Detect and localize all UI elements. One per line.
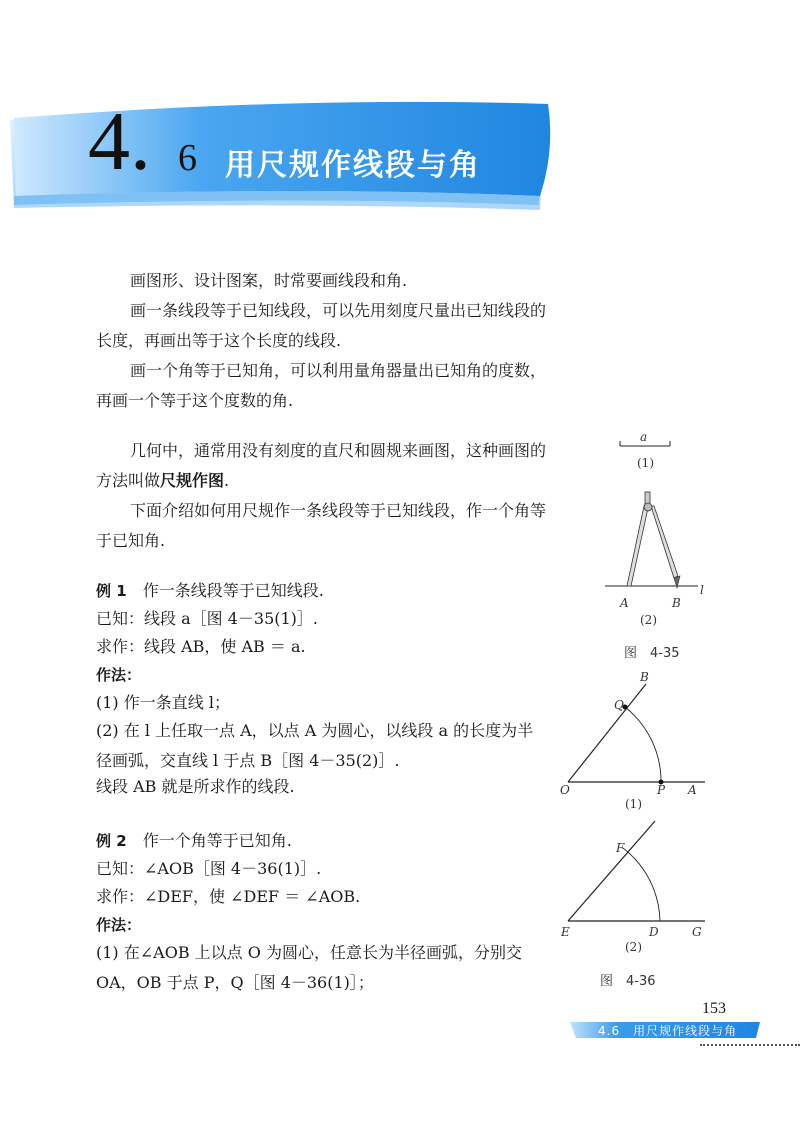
- paragraph-1: 画图形、设计图案，时常要画线段和角.: [130, 271, 408, 290]
- paragraph-4: [96, 436, 548, 496]
- example-1-label: 例 1: [96, 582, 127, 600]
- example-1-step-2: (2) 在 l 上任取一点 A，以点 A 为圆心，以线段 a 的长度为半径画弧，交直线 l 于点 B［图 4－35(2)］.: [96, 721, 534, 770]
- figure-4-36-label-f: F: [616, 841, 625, 855]
- chapter-minor-number: 6: [178, 137, 197, 179]
- example-2-label: 例 2: [96, 832, 127, 850]
- figure-4-36-label-q: Q: [614, 698, 624, 712]
- example-1-find: 求作：线段 AB，使 AB ＝ a.: [96, 637, 306, 656]
- paragraph-2: 画一条线段等于已知线段，可以先用刻度尺量出已知线段的长度，再画出等于这个长度的线段.: [96, 301, 547, 350]
- footer-dotted-rule: [700, 1044, 800, 1046]
- example-2-given: 已知：∠AOB［图 4－36(1)］.: [96, 859, 322, 878]
- example-2-heading: [96, 826, 548, 856]
- example-1-given: 已知：线段 a［图 4－35(1)］.: [96, 609, 319, 628]
- footer-section-title: 4.6 用尺规作线段与角: [598, 1024, 738, 1038]
- paragraph-4-text: 几何中，通常用没有刻度的直尺和圆规来画图，这种画图的方法叫做: [96, 441, 547, 490]
- example-1-task: 作一条线段等于已知线段.: [142, 581, 324, 600]
- figure-4-35-point-b: B: [672, 596, 681, 610]
- figure-4-36-label-d: D: [649, 925, 659, 939]
- page-number: 153: [702, 1000, 726, 1017]
- figure-4-36-sub-2: (2): [625, 940, 642, 954]
- figure-4-36-angle-def: [560, 815, 710, 930]
- figure-4-36-label-g: G: [692, 925, 702, 939]
- example-2-find: 求作：∠DEF，使 ∠DEF ＝ ∠AOB.: [96, 887, 361, 906]
- example-2-method-label: 作法：: [96, 916, 142, 934]
- figure-4-36-label-b: B: [640, 670, 649, 684]
- chapter-major-number: 4.: [88, 95, 151, 188]
- paragraph-5: 下面介绍如何用尺规作一条线段等于已知线段，作一个角等于已知角.: [96, 501, 547, 550]
- figure-4-36-caption: 图 4-36: [600, 974, 656, 989]
- example-2-task: 作一个角等于已知角.: [142, 831, 292, 850]
- figure-4-36-label-o: O: [560, 783, 570, 797]
- figure-4-36-angle-aob: [560, 670, 710, 790]
- figure-4-35-point-a: A: [620, 596, 629, 610]
- figure-4-36-label-p: P: [657, 783, 666, 797]
- figure-4-36-label-e: E: [561, 925, 570, 939]
- example-1-heading: [96, 576, 548, 606]
- paragraph-4-end: .: [224, 471, 230, 490]
- example-2-step-1: (1) 在∠AOB 上以点 O 为圆心，任意长为半径画弧，分别交 OA，OB 于点 P，Q［图 4－36(1)］；: [96, 943, 522, 992]
- example-1-step-1: (1) 作一条直线 l；: [96, 693, 230, 712]
- figure-4-35-caption: 图 4-35: [624, 646, 680, 661]
- figure-4-35-line-l: l: [700, 583, 704, 597]
- figure-4-35-label-a: a: [640, 430, 648, 444]
- figure-4-35-compass: [600, 490, 710, 600]
- chapter-title: 用尺规作线段与角: [225, 148, 481, 183]
- figure-4-36-sub-1: (1): [625, 797, 642, 811]
- figure-4-35-sub-1: (1): [637, 456, 654, 470]
- example-1-conclusion: 线段 AB 就是所求作的线段.: [96, 777, 295, 796]
- figure-4-35-sub-2: (2): [640, 613, 657, 627]
- paragraph-3: 画一个角等于已知角，可以利用量角器量出已知角的度数，再画一个等于这个度数的角.: [96, 361, 547, 410]
- figure-4-36-label-a: A: [688, 783, 697, 797]
- term-ruler-compass: 尺规作图: [160, 471, 225, 490]
- example-1-method-label: 作法：: [96, 666, 142, 684]
